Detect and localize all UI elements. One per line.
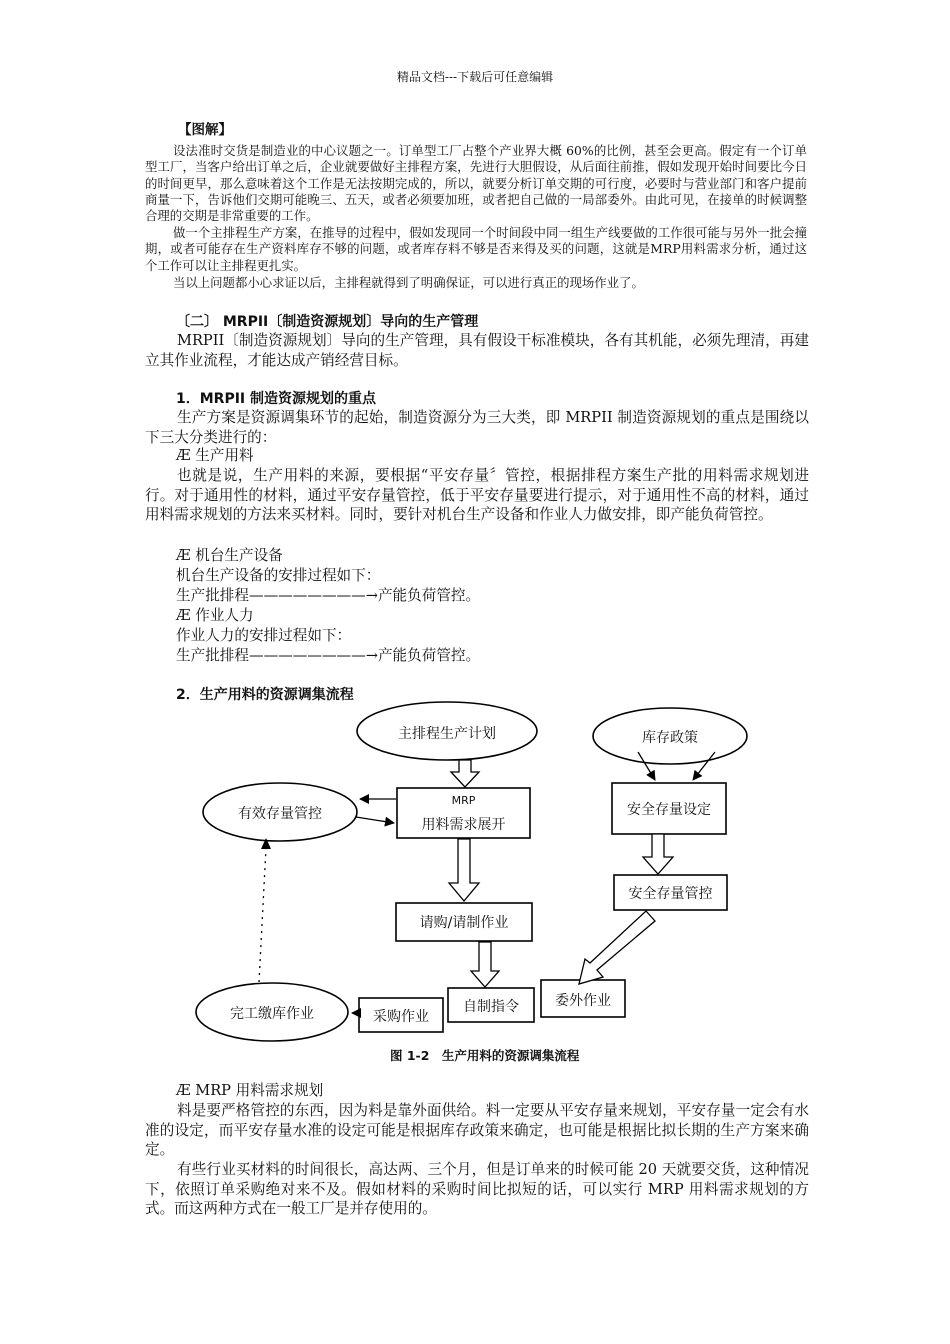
paragraph: MRPII〔制造资源规划〕导向的生产管理，具有假设干标准模块，各有其机能，必须先理清，再建立其作业流程，才能达成产销经营目标。	[145, 332, 809, 369]
text-line: 作业人力的安排过程如下：	[176, 627, 352, 644]
text-line: 生产批排程————————→产能负荷管控。	[176, 647, 481, 664]
paragraph: 生产方案是资源调集环节的起始，制造资源分为三大类，即 MRPII 制造资源规划的重点是围绕以下三大分类进行的：	[145, 409, 809, 446]
mrp-label: MRP	[451, 794, 476, 807]
paragraph: 设法准时交货是制造业的中心议题之一。订单型工厂占整个产业界大概 60%的比例，甚至会更高。假定有一个订单型工厂，当客户给出订单之后，企业就要做好主排程方案，先进行大胆假设，从后面往前推，假如发现开始时间要比今日的时间更早，那么意味着这个工作是无法按期完成的，所以，就要分析订单交期的可行度，必要时与营业部门和客户提前商量一下，告诉他们交期可能晚三、五天，或者必须要加班，或者把自己做的一局部委外。由此可见，在接单的时候调整合理的交期是非常重要的工作。	[145, 143, 807, 224]
purchasing-label: 采购作业	[373, 1009, 429, 1025]
section-title-diagram: 【图解】	[178, 122, 232, 138]
section-heading: 〔二〕 MRPII〔制造资源规划〕导向的生产管理	[176, 314, 479, 330]
bullet-item: Æ 机台生产设备	[176, 547, 283, 564]
arrow-setting-to-control	[643, 834, 673, 874]
master-plan-label: 主排程生产计划	[398, 726, 496, 742]
text-line: 机台生产设备的安排过程如下：	[176, 567, 381, 584]
dotted-feedback-line	[259, 848, 266, 982]
arrow-control-to-mrp	[356, 817, 394, 823]
arrow-plan-to-mrp	[451, 760, 479, 787]
purchase-request-label: 请购/请制作业	[419, 915, 509, 931]
completion-label: 完工缴库作业	[230, 1006, 314, 1022]
outsource-label: 委外作业	[555, 993, 611, 1009]
bullet-item: Æ MRP 用料需求规划	[176, 1082, 324, 1099]
safety-control-label: 安全存量管控	[628, 886, 713, 902]
subheading: 2．生产用料的资源调集流程	[176, 687, 354, 703]
arrow-control-to-outsource	[579, 911, 655, 984]
arrow-request-to-order	[471, 942, 499, 987]
paragraph: 也就是说，生产用料的来源，要根据“平安存量〞管控，根据排程方案生产批的用料需求规划进行。对于通用性的材料，通过平安存量管控，低于平安存量要进行提示，对于通用性不高的材料，通过用料需求规划的方法来买材料。同时，要针对机台生产设备和作业人力做安排，即产能负荷管控。	[145, 467, 809, 524]
figure-caption: 图 1-2 生产用料的资源调集流程	[390, 1048, 580, 1063]
mrp-expand-label: 用料需求展开	[421, 817, 506, 833]
bullet-item: Æ 作业人力	[176, 607, 254, 624]
paragraph: 有些行业买材料的时间很长，高达两、三个月，但是订单来的时候可能 20 天就要交货，这种情况下，依照订单采购绝对来不及。假如材料的采购时间比拟短的话，可以实行 MRP 用料需求规划的方式。而这两种方式在一般工厂是并存使用的。	[145, 1161, 809, 1218]
bullet-item: Æ 生产用料	[176, 447, 254, 464]
self-order-label: 自制指令	[463, 999, 519, 1015]
paragraph: 当以上问题都小心求证以后，主排程就得到了明确保证，可以进行真正的现场作业了。	[173, 275, 644, 290]
effective-control-label: 有效存量管控	[238, 806, 322, 822]
page-header: 精品文档---下载后可任意编辑	[396, 70, 554, 84]
text-line: 生产批排程————————→产能负荷管控。	[176, 587, 481, 604]
safety-setting-label: 安全存量设定	[627, 802, 711, 818]
paragraph: 做一个主排程生产方案，在推导的过程中，假如发现同一个时间段中同一组生产线要做的工作很可能与另外一批会撞期，或者可能存在生产资料库存不够的问题，或者库存料不够是否来得及买的问题，这就是MRP用料需求分析，通过这个工作可以让主排程更扎实。	[145, 225, 807, 273]
inventory-policy-label: 库存政策	[642, 730, 698, 746]
paragraph: 料是要严格管控的东西，因为料是靠外面供给。料一定要从平安存量来规划，平安存量一定会有水准的设定，而平安存量水准的设定可能是根据库存政策来确定，也可能是根据比拟长期的生产方案来确定。	[145, 1102, 809, 1159]
arrow-mrp-to-request	[449, 839, 479, 901]
subheading: 1．MRPII 制造资源规划的重点	[176, 391, 377, 407]
